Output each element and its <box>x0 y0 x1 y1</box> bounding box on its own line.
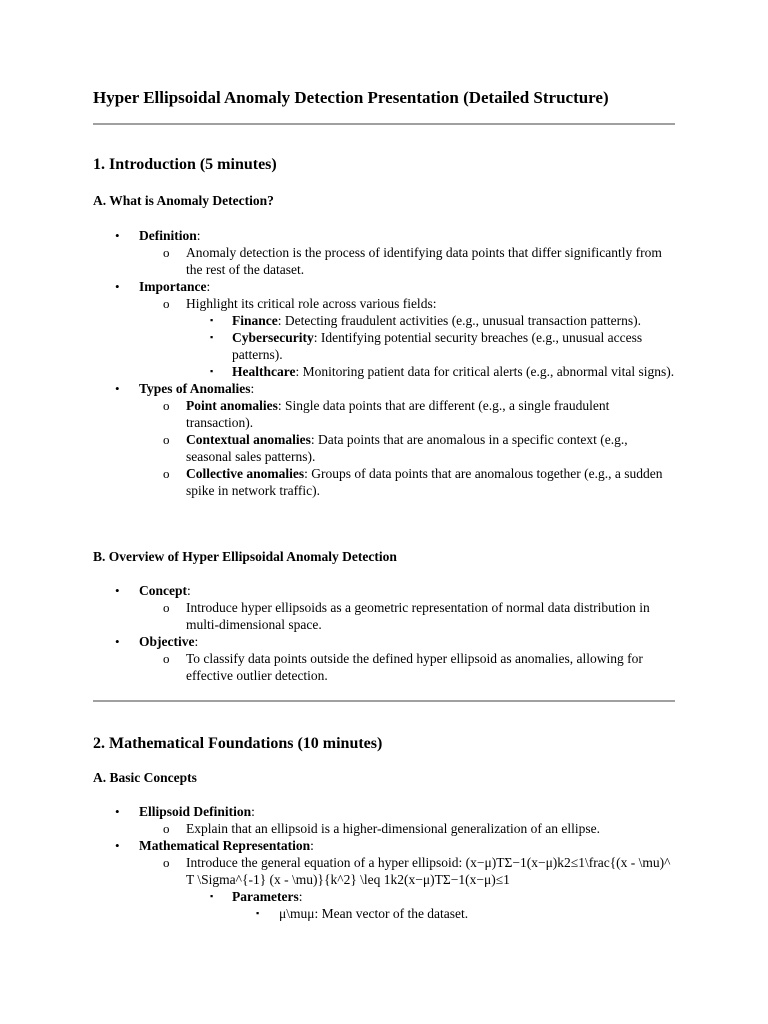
type-label: Collective anomalies <box>186 466 305 481</box>
section-heading-introduction: 1. Introduction (5 minutes) <box>93 156 277 173</box>
document-title: Hyper Ellipsoidal Anomaly Detection Presentation (Detailed Structure) <box>93 88 609 107</box>
list-item-parameter-mu <box>93 905 675 922</box>
list-item-contextual-anomalies <box>93 431 675 465</box>
list-item-ellipsoid-definition <box>93 803 675 820</box>
colon: : <box>298 889 303 904</box>
list-item-importance <box>93 278 675 295</box>
colon: : <box>251 804 255 819</box>
colon: : <box>310 838 314 853</box>
list-item-field-finance <box>93 312 675 329</box>
bullet-marker: • <box>115 381 120 396</box>
square-marker: ▪ <box>210 315 214 325</box>
circle-marker: o <box>163 245 170 260</box>
concept-label: Concept <box>139 583 187 598</box>
circle-marker: o <box>163 432 170 447</box>
circle-marker: o <box>163 466 170 481</box>
colon: : <box>187 583 191 598</box>
colon: : <box>250 381 255 396</box>
circle-marker: o <box>163 821 170 836</box>
subsection-heading-overview: B. Overview of Hyper Ellipsoidal Anomaly Detection <box>93 549 397 564</box>
square-marker: ▪ <box>256 908 260 918</box>
list-item-objective <box>93 633 675 650</box>
colon: : <box>196 228 201 243</box>
list-item-point-anomalies <box>93 397 675 431</box>
list-item-field-cybersecurity <box>93 329 675 363</box>
list-item-mathematical-representation <box>93 837 675 854</box>
list-item-field-healthcare <box>93 363 675 380</box>
field-label: Finance <box>232 313 278 328</box>
representation-label: Mathematical Representation <box>139 838 311 853</box>
list-item-concept <box>93 582 675 599</box>
bullet-marker: • <box>115 838 120 853</box>
definition-label: Definition <box>139 228 197 243</box>
concept-text: Introduce hyper ellipsoids as a geometric representation of normal data distribution in multi-dimensional space. <box>186 600 650 632</box>
circle-marker: o <box>163 296 170 311</box>
bullet-marker: • <box>115 634 120 649</box>
list-basic-concepts <box>93 803 675 922</box>
list-item-collective-anomalies <box>93 465 675 499</box>
colon: : <box>206 279 211 294</box>
circle-marker: o <box>163 600 170 615</box>
colon: : <box>194 634 199 649</box>
circle-marker: o <box>163 398 170 413</box>
list-item-importance-text <box>93 295 675 312</box>
square-marker: ▪ <box>210 332 214 342</box>
list-item-concept-text <box>93 599 675 633</box>
field-label: Cybersecurity <box>232 330 314 345</box>
bullet-marker: • <box>115 804 120 819</box>
list-what-is-anomaly-detection <box>93 227 675 499</box>
list-item-definition-text <box>93 244 675 278</box>
type-text: : Groups of data points that are anomalous together (e.g., a sudden spike in network traffic). <box>186 466 663 498</box>
representation-text: Introduce the general equation of a hyper ellipsoid: (x−μ)TΣ−1(x−μ)k2≤1\frac{(x - \mu)^T \Sigma^{-1} (x - \mu)}{k^2} \leq 1k2(x−μ)TΣ−1(x−μ)≤1 <box>186 855 671 887</box>
square-marker: ▪ <box>210 366 214 376</box>
list-item-objective-text <box>93 650 675 684</box>
ellipsoid-text: Explain that an ellipsoid is a higher-dimensional generalization of an ellipse. <box>186 821 600 836</box>
list-item-definition <box>93 227 675 244</box>
horizontal-rule <box>93 123 675 125</box>
field-text: : Detecting fraudulent activities (e.g., unusual transaction patterns). <box>277 313 642 328</box>
field-text: : Identifying potential security breaches (e.g., unusual access patterns). <box>232 330 643 362</box>
types-label: Types of Anomalies <box>139 381 251 396</box>
list-item-parameters <box>93 888 675 905</box>
ellipsoid-label: Ellipsoid Definition <box>139 804 252 819</box>
importance-label: Importance <box>139 279 207 294</box>
definition-text: Anomaly detection is the process of identifying data points that differ significantly from the rest of the dataset. <box>186 245 662 277</box>
subsection-heading-basic-concepts: A. Basic Concepts <box>93 770 197 785</box>
bullet-marker: • <box>115 228 120 243</box>
list-overview <box>93 582 675 684</box>
type-label: Contextual anomalies <box>186 432 311 447</box>
list-item-ellipsoid-text <box>93 820 675 837</box>
type-label: Point anomalies <box>186 398 278 413</box>
importance-text: Highlight its critical role across various fields: <box>186 296 437 311</box>
type-text: : Single data points that are different (e.g., a single fraudulent transaction). <box>186 398 610 430</box>
bullet-marker: • <box>115 583 120 598</box>
section-heading-mathematical-foundations: 2. Mathematical Foundations (10 minutes) <box>93 735 383 752</box>
subsection-heading-what-is-anomaly-detection: A. What is Anomaly Detection? <box>93 193 274 208</box>
field-text: : Monitoring patient data for critical alerts (e.g., abnormal vital signs). <box>295 364 675 379</box>
bullet-marker: • <box>115 279 120 294</box>
square-marker: ▪ <box>210 891 214 901</box>
list-item-representation-text <box>93 854 675 888</box>
circle-marker: o <box>163 651 170 666</box>
field-label: Healthcare <box>232 364 296 379</box>
type-text: : Data points that are anomalous in a specific context (e.g., seasonal sales patterns). <box>186 432 628 464</box>
objective-text: To classify data points outside the defined hyper ellipsoid as anomalies, allowing for effective outlier detection. <box>186 651 643 683</box>
horizontal-rule <box>93 700 675 702</box>
objective-label: Objective <box>139 634 195 649</box>
parameter-text: μ\muμ: Mean vector of the dataset. <box>279 906 469 921</box>
parameters-label: Parameters <box>232 889 299 904</box>
list-item-types-of-anomalies <box>93 380 675 397</box>
circle-marker: o <box>163 855 170 870</box>
